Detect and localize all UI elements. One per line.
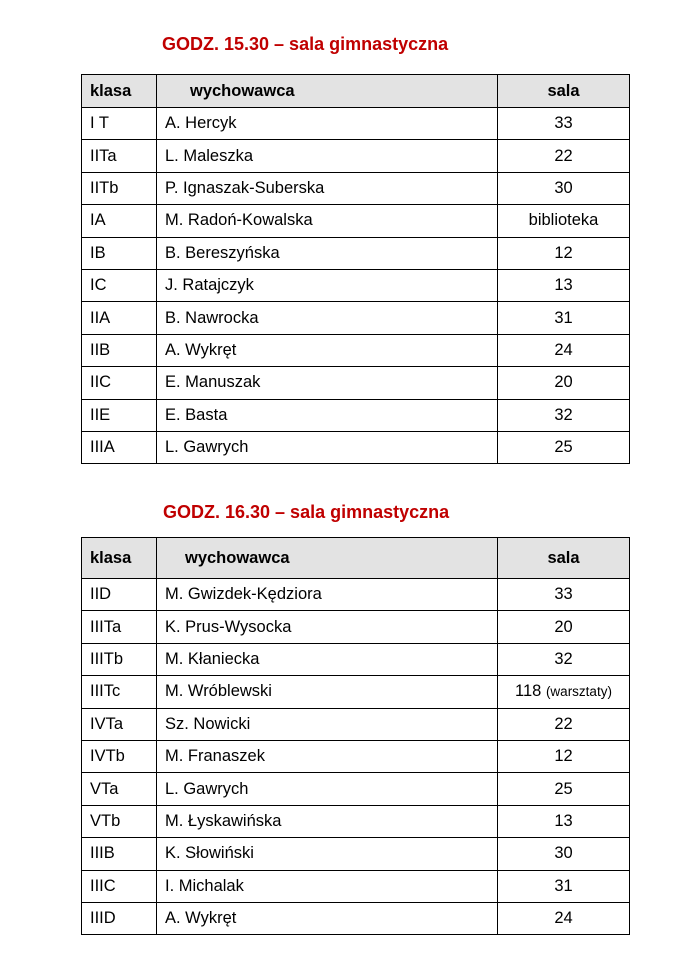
table-row xyxy=(82,643,630,675)
cell-klasa xyxy=(82,108,157,140)
cell-klasa-text: IIIB xyxy=(90,844,115,863)
cell-sala-text: 12 xyxy=(554,747,573,766)
cell-wychowawca-text: M. Radoń-Kowalska xyxy=(165,211,313,230)
cell-wychowawca xyxy=(157,643,498,675)
table-row xyxy=(82,902,630,934)
cell-klasa-text: IITa xyxy=(90,146,117,165)
cell-sala-text: 25 xyxy=(554,438,573,457)
table-row xyxy=(82,172,630,204)
cell-wychowawca-text: M. Wróblewski xyxy=(165,682,272,701)
cell-sala-text: biblioteka xyxy=(528,211,599,230)
cell-klasa xyxy=(82,399,157,431)
cell-wychowawca-text: L. Maleszka xyxy=(165,146,254,165)
cell-sala-text: 12 xyxy=(554,243,573,262)
cell-sala xyxy=(498,302,630,334)
cell-klasa xyxy=(82,579,157,611)
cell-klasa xyxy=(82,611,157,643)
table-row xyxy=(82,870,630,902)
cell-wychowawca xyxy=(157,740,498,772)
table-row xyxy=(82,399,630,431)
cell-sala-text: 22 xyxy=(554,146,573,165)
cell-wychowawca-text: K. Słowiński xyxy=(165,844,254,863)
cell-sala xyxy=(498,676,630,708)
section-1-heading: GODZ. 15.30 – sala gimnastyczna xyxy=(162,34,449,54)
cell-klasa-text: IIE xyxy=(90,405,111,424)
column-header-sala: sala xyxy=(498,75,630,108)
cell-klasa xyxy=(82,676,157,708)
cell-wychowawca xyxy=(157,334,498,366)
table-row xyxy=(82,676,630,708)
cell-wychowawca xyxy=(157,773,498,805)
cell-klasa xyxy=(82,367,157,399)
cell-klasa xyxy=(82,205,157,237)
cell-klasa-text: VTa xyxy=(90,779,119,798)
cell-sala-text: 20 xyxy=(554,617,573,636)
table-row xyxy=(82,611,630,643)
cell-sala-text: 20 xyxy=(554,373,573,392)
cell-wychowawca-text: M. Gwizdek-Kędziora xyxy=(165,585,322,604)
cell-wychowawca-text: J. Ratajczyk xyxy=(165,276,254,295)
table-header-row xyxy=(82,538,630,579)
cell-sala-text: 30 xyxy=(554,178,573,197)
cell-klasa xyxy=(82,773,157,805)
cell-klasa xyxy=(82,902,157,934)
table-row xyxy=(82,302,630,334)
cell-wychowawca xyxy=(157,805,498,837)
cell-wychowawca xyxy=(157,431,498,463)
cell-sala-text: 13 xyxy=(554,276,573,295)
cell-klasa xyxy=(82,870,157,902)
cell-klasa-text: IIC xyxy=(90,373,112,392)
cell-wychowawca-text: A. Hercyk xyxy=(165,114,237,133)
schedule-table-1530 xyxy=(81,74,630,464)
cell-wychowawca-text: A. Wykręt xyxy=(165,340,237,359)
cell-klasa-text: IVTb xyxy=(90,747,125,766)
cell-klasa xyxy=(82,431,157,463)
cell-sala-text: 31 xyxy=(554,876,573,895)
cell-sala-text: 32 xyxy=(554,649,573,668)
cell-sala xyxy=(498,431,630,463)
table-row xyxy=(82,140,630,172)
cell-wychowawca xyxy=(157,611,498,643)
cell-klasa-text: VTb xyxy=(90,811,121,830)
cell-sala-note: (warsztaty) xyxy=(545,684,612,700)
cell-klasa xyxy=(82,140,157,172)
cell-klasa-text: IC xyxy=(90,276,107,295)
cell-wychowawca xyxy=(157,172,498,204)
cell-wychowawca-text: P. Ignaszak-Suberska xyxy=(165,178,325,197)
cell-sala xyxy=(498,399,630,431)
column-header-wychowawca: wychowawca xyxy=(157,538,498,579)
cell-sala xyxy=(498,740,630,772)
cell-sala xyxy=(498,172,630,204)
table-row xyxy=(82,805,630,837)
cell-sala-text: 24 xyxy=(554,340,573,359)
table-row xyxy=(82,367,630,399)
cell-wychowawca xyxy=(157,108,498,140)
table-row xyxy=(82,740,630,772)
cell-wychowawca xyxy=(157,902,498,934)
cell-wychowawca xyxy=(157,399,498,431)
cell-sala xyxy=(498,579,630,611)
cell-wychowawca-text: B. Bereszyńska xyxy=(165,243,280,262)
cell-klasa xyxy=(82,740,157,772)
cell-wychowawca xyxy=(157,579,498,611)
cell-sala xyxy=(498,643,630,675)
cell-wychowawca xyxy=(157,140,498,172)
cell-klasa-text: IIIA xyxy=(90,438,115,457)
table-row xyxy=(82,269,630,301)
cell-sala xyxy=(498,708,630,740)
cell-wychowawca xyxy=(157,302,498,334)
cell-klasa-text: IITb xyxy=(90,178,119,197)
cell-wychowawca-text: M. Franaszek xyxy=(165,747,265,766)
schedule-table-1630 xyxy=(81,537,630,935)
cell-wychowawca xyxy=(157,269,498,301)
cell-klasa-text: IIITc xyxy=(90,682,121,701)
cell-sala xyxy=(498,367,630,399)
cell-sala-text: 30 xyxy=(554,844,573,863)
table-body xyxy=(82,108,630,464)
cell-klasa-text: IIITa xyxy=(90,617,122,636)
table-row xyxy=(82,838,630,870)
cell-klasa-text: IB xyxy=(90,243,106,262)
cell-sala xyxy=(498,805,630,837)
table-row xyxy=(82,205,630,237)
cell-klasa xyxy=(82,302,157,334)
cell-sala xyxy=(498,108,630,140)
cell-klasa-text: IIB xyxy=(90,340,111,359)
cell-wychowawca-text: K. Prus-Wysocka xyxy=(165,617,292,636)
cell-klasa-text: IIIC xyxy=(90,876,116,895)
cell-sala-text: 13 xyxy=(554,811,573,830)
cell-sala-text: 31 xyxy=(554,308,573,327)
table-row xyxy=(82,334,630,366)
column-header-klasa: klasa xyxy=(82,538,157,579)
cell-sala xyxy=(498,334,630,366)
cell-wychowawca-text: M. Łyskawińska xyxy=(165,811,282,830)
cell-wychowawca xyxy=(157,367,498,399)
table-row xyxy=(82,773,630,805)
section-2-heading: GODZ. 16.30 – sala gimnastyczna xyxy=(163,502,450,522)
cell-klasa xyxy=(82,172,157,204)
cell-sala xyxy=(498,205,630,237)
cell-klasa-text: IIA xyxy=(90,308,111,327)
table-row xyxy=(82,237,630,269)
cell-klasa-text: IIID xyxy=(90,909,116,928)
cell-sala-text: 33 xyxy=(554,114,573,133)
cell-sala xyxy=(498,140,630,172)
cell-wychowawca-text: I. Michalak xyxy=(165,876,244,895)
cell-sala xyxy=(498,838,630,870)
cell-sala-text: 25 xyxy=(554,779,573,798)
cell-sala xyxy=(498,870,630,902)
cell-wychowawca xyxy=(157,708,498,740)
column-header-klasa: klasa xyxy=(82,75,157,108)
cell-klasa xyxy=(82,334,157,366)
cell-klasa-text: IID xyxy=(90,585,112,604)
cell-sala xyxy=(498,611,630,643)
cell-wychowawca xyxy=(157,205,498,237)
cell-wychowawca-text: E. Basta xyxy=(165,405,228,424)
cell-wychowawca-text: M. Kłaniecka xyxy=(165,649,260,668)
cell-klasa xyxy=(82,708,157,740)
column-header-sala: sala xyxy=(498,538,630,579)
cell-wychowawca-text: E. Manuszak xyxy=(165,373,261,392)
table-body xyxy=(82,579,630,935)
cell-sala xyxy=(498,902,630,934)
cell-klasa xyxy=(82,805,157,837)
table-row xyxy=(82,579,630,611)
cell-klasa-text: IA xyxy=(90,211,106,230)
cell-wychowawca xyxy=(157,237,498,269)
table-row xyxy=(82,708,630,740)
cell-sala-text: 32 xyxy=(554,405,573,424)
cell-sala-text: 24 xyxy=(554,909,573,928)
cell-klasa xyxy=(82,838,157,870)
table-row xyxy=(82,431,630,463)
cell-sala-text: 33 xyxy=(554,585,573,604)
table-row xyxy=(82,108,630,140)
cell-wychowawca-text: L. Gawrych xyxy=(165,779,249,798)
cell-wychowawca xyxy=(157,676,498,708)
cell-wychowawca xyxy=(157,870,498,902)
cell-wychowawca-text: B. Nawrocka xyxy=(165,308,259,327)
cell-klasa-text: IVTa xyxy=(90,714,124,733)
cell-klasa xyxy=(82,237,157,269)
cell-klasa-text: I T xyxy=(90,114,109,133)
cell-wychowawca-text: Sz. Nowicki xyxy=(165,714,251,733)
cell-klasa-text: IIITb xyxy=(90,649,124,668)
cell-wychowawca-text: A. Wykręt xyxy=(165,909,237,928)
column-header-wychowawca: wychowawca xyxy=(157,75,498,108)
cell-klasa xyxy=(82,643,157,675)
cell-sala xyxy=(498,269,630,301)
cell-sala-text: 22 xyxy=(554,714,573,733)
table-header-row xyxy=(82,75,630,108)
cell-klasa xyxy=(82,269,157,301)
cell-sala-text: 118 xyxy=(515,682,542,701)
cell-wychowawca-text: L. Gawrych xyxy=(165,438,249,457)
cell-sala xyxy=(498,773,630,805)
cell-wychowawca xyxy=(157,838,498,870)
cell-sala xyxy=(498,237,630,269)
